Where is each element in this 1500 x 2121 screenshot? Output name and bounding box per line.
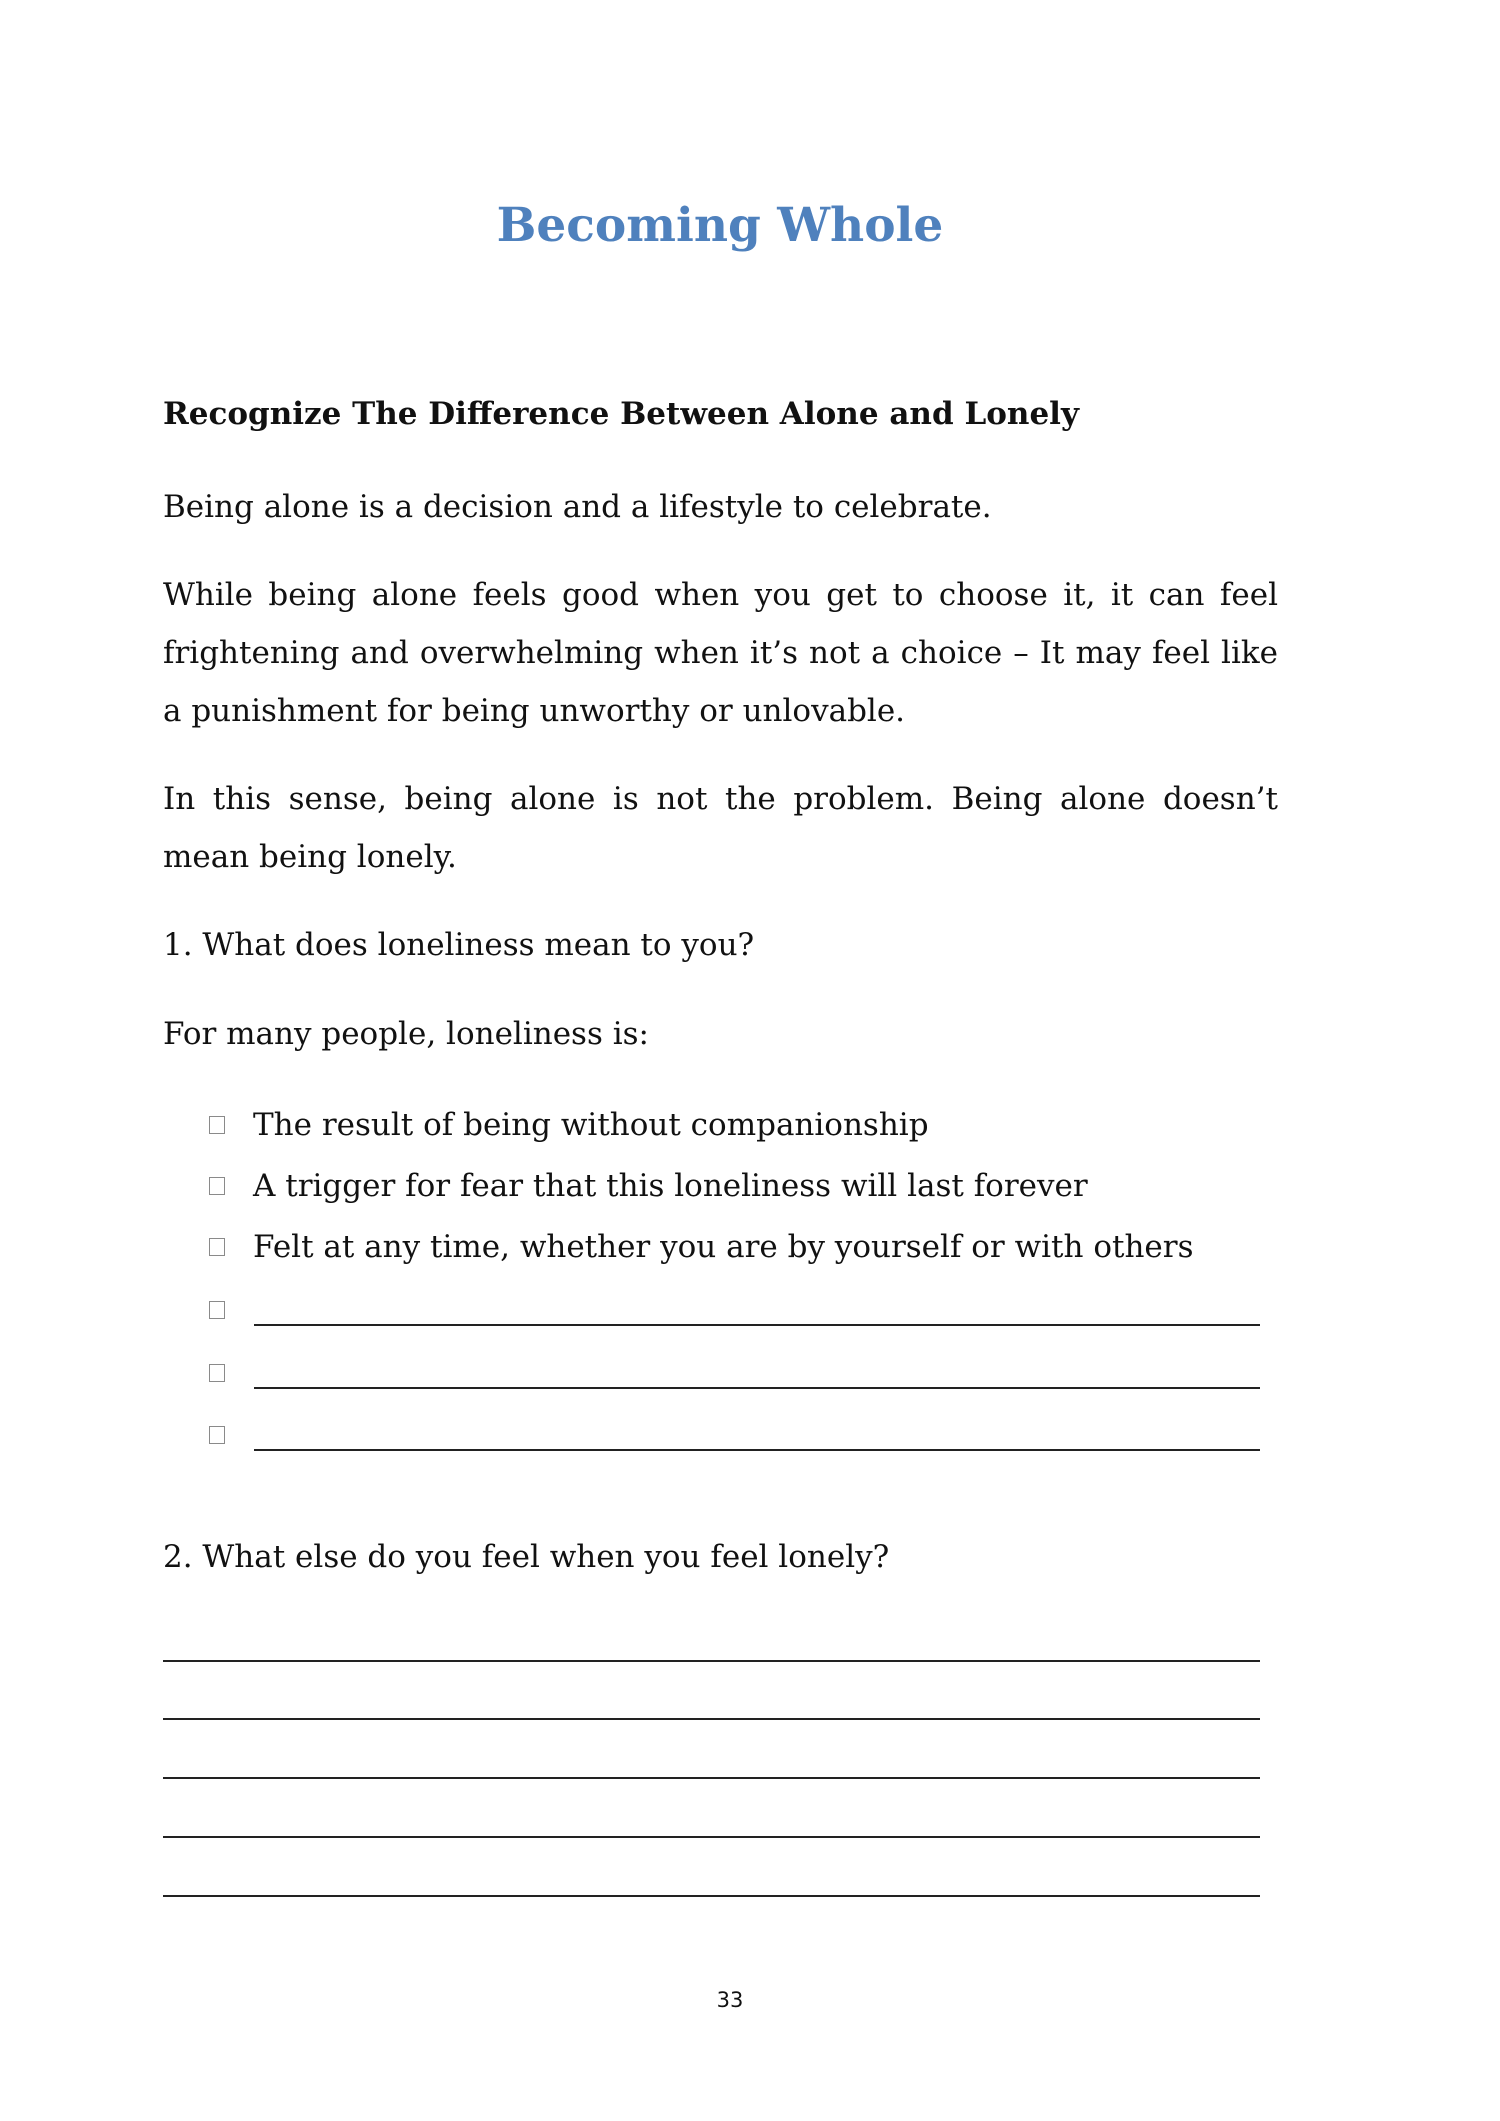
checklist-item[interactable] bbox=[208, 1100, 1268, 1150]
checklist-item[interactable] bbox=[208, 1161, 1268, 1211]
empty-checkbox-icon[interactable] bbox=[209, 1426, 225, 1444]
checklist-blank-item[interactable] bbox=[208, 1410, 1268, 1460]
question-1: 1. What does loneliness mean to you? bbox=[163, 927, 755, 963]
paragraph: Being alone is a decision and a lifestyle to celebrate. bbox=[163, 489, 992, 525]
checklist-item-label: Felt at any time, whether you are by yourself or with others bbox=[253, 1229, 1194, 1265]
paragraph: In this sense, being alone is not the problem. Being alone doesn’t mean being lonely. bbox=[163, 781, 1278, 875]
question-2: 2. What else do you feel when you feel lonely? bbox=[163, 1539, 890, 1575]
write-in-line[interactable] bbox=[254, 1387, 1260, 1389]
empty-checkbox-icon[interactable] bbox=[209, 1301, 225, 1319]
page-title: Becoming Whole bbox=[496, 198, 944, 253]
answer-line[interactable] bbox=[163, 1660, 1260, 1662]
paragraph: While being alone feels good when you get to choose it, it can feel frightening and overwhelming when it’s not a choice – It may feel like a punishment for being unworthy or unlovable. bbox=[163, 577, 1278, 729]
empty-checkbox-icon[interactable] bbox=[209, 1177, 225, 1195]
checklist-item-label: The result of being without companionship bbox=[253, 1107, 929, 1143]
write-in-line[interactable] bbox=[254, 1449, 1260, 1451]
empty-checkbox-icon[interactable] bbox=[209, 1238, 225, 1256]
answer-line[interactable] bbox=[163, 1836, 1260, 1838]
checklist-blank-item[interactable] bbox=[208, 1348, 1268, 1398]
answer-line[interactable] bbox=[163, 1895, 1260, 1897]
empty-checkbox-icon[interactable] bbox=[209, 1116, 225, 1134]
checklist-item-label: A trigger for fear that this loneliness will last forever bbox=[253, 1168, 1088, 1204]
checklist-item[interactable] bbox=[208, 1222, 1268, 1272]
write-in-line[interactable] bbox=[254, 1324, 1260, 1326]
answer-line[interactable] bbox=[163, 1777, 1260, 1779]
empty-checkbox-icon[interactable] bbox=[209, 1364, 225, 1382]
answer-line[interactable] bbox=[163, 1718, 1260, 1720]
checklist-blank-item[interactable] bbox=[208, 1285, 1268, 1335]
section-heading: Recognize The Difference Between Alone and Lonely bbox=[163, 396, 1079, 432]
list-intro: For many people, loneliness is: bbox=[163, 1016, 649, 1052]
page-number: 33 bbox=[716, 1988, 744, 2012]
